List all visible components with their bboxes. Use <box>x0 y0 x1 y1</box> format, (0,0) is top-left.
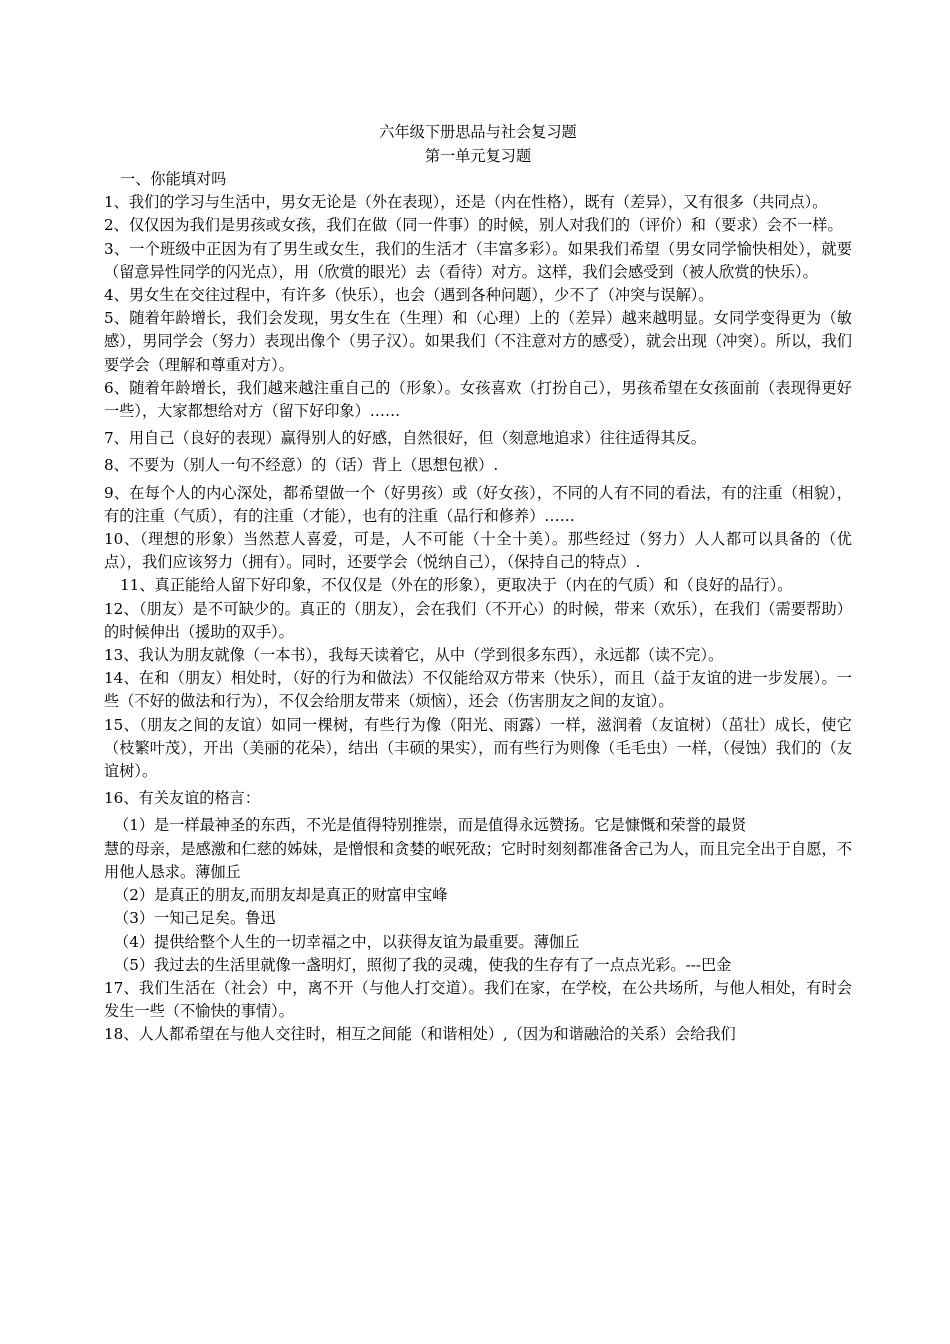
section-heading: 一、你能填对吗 <box>120 170 227 188</box>
question-4: 4、男女生在交往过程中，有许多（快乐），也会（遇到各种问题），少不了（冲突与误解）。 <box>104 286 714 305</box>
document-subtitle: 第一单元复习题 <box>424 147 532 165</box>
question-13: 13、我认为朋友就像（一本书），我每天读着它，从中（学到很多东西），永远都（读不完）。 <box>104 646 724 665</box>
question-1: 1、我们的学习与生活中，男女无论是（外在表现），还是（内在性格），既有（差异），又有很多（共同点）。 <box>104 193 828 212</box>
question-18: 18、人人都希望在与他人交往时，相互之间能（和谐相处）,（因为和谐融洽的关系）会给我们 <box>104 1025 736 1044</box>
quote-1-part-b: 慧的母亲，是感激和仁慈的姊妹，是憎恨和贪婪的岷死敌；它时时刻刻都准备舍己为人，而且完全出于自愿，不用他人恳求。薄伽丘 <box>104 839 852 881</box>
question-9: 9、在每个人的内心深处，都希望做一个（好男孩）或（好女孩），不同的人有不同的看法，有的注重（相貌），有的注重（气质），有的注重（才能），也有的注重（品行和修养）…… <box>104 483 852 525</box>
question-5: 5、随着年龄增长，我们会发现，男女生在（生理）和（心理）上的（差异）越来越明显。女同学变得更为（敏感），男同学会（努力）表现出像个（男子汉）。如果我们（不注意对方的感受），就会出现（冲突）。所以，我们要学会（理解和尊重对方）。 <box>104 309 852 374</box>
quote-4: （4）提供给整个人生的一切幸福之中，以获得友谊为最重要。薄伽丘 <box>114 932 580 951</box>
quote-2: （2）是真正的朋友,而朋友却是真正的财富申宝峰 <box>114 886 448 905</box>
quote-5: （5）我过去的生活里就像一盏明灯，照彻了我的灵魂，使我的生存有了一点点光彩。---巴金 <box>114 955 732 974</box>
question-16: 16、有关友谊的格言： <box>104 789 261 808</box>
document-title: 六年级下册思品与社会复习题 <box>379 123 577 141</box>
question-17: 17、我们生活在（社会）中，离不开（与他人打交道）。我们在家，在学校，在公共场所，与他人相处，有时会发生一些（不愉快的事情）。 <box>104 978 852 1021</box>
question-2: 2、仅仅因为我们是男孩或女孩，我们在做（同一件事）的时候，别人对我们的（评价）和（要求）会不一样。 <box>104 216 843 235</box>
question-15: 15、（朋友之间的友谊）如同一棵树，有些行为像（阳光、雨露）一样，滋润着（友谊树）（茁壮）成长，使它（枝繁叶茂），开出（美丽的花朵），结出（丰硕的果实），而有些行为则像（毛毛虫）一样，（侵蚀）我们的（友谊树）。 <box>104 715 852 781</box>
question-7: 7、用自己（良好的表现）赢得别人的好感，自然很好，但（刻意地追求）往往适得其反。 <box>104 429 706 448</box>
question-6: 6、随着年龄增长，我们越来越注重自己的（形象）。女孩喜欢（打扮自己），男孩希望在女孩面前（表现得更好一些），大家都想给对方（留下好印象）…… <box>104 378 852 421</box>
quote-3: （3）一知己足矣。鲁迅 <box>114 909 276 928</box>
question-3: 3、一个班级中正因为有了男生或女生，我们的生活才（丰富多彩）。如果我们希望（男女同学愉快相处），就要（留意异性同学的闪光点），用（欣赏的眼光）去（看待）对方。这样，我们会感受到（被人欣赏的快乐）。 <box>104 239 852 281</box>
question-8: 8、不要为（别人一句不经意）的（话）背上（思想包袱）. <box>104 456 499 475</box>
question-14: 14、在和（朋友）相处时，（好的行为和做法）不仅能给双方带来（快乐），而且（益于友谊的进一步发展）。一些（不好的做法和行为），不仅会给朋友带来（烦恼），还会（伤害朋友之间的友谊）。 <box>104 669 852 711</box>
question-11: 11、真正能给人留下好印象，不仅仅是（外在的形象），更取决于（内在的气质）和（良好的品行）。 <box>120 576 793 595</box>
question-10: 10、（理想的形象）当然惹人喜爱，可是，人不可能（十全十美）。那些经过（努力）人人都可以具备的（优点），我们应该努力（拥有）。同时，还要学会（悦纳自己），（保持自己的特点）. <box>104 530 852 572</box>
quote-1-part-a: （1）是一样最神圣的东西，不光是值得特别推崇，而是值得永远赞扬。它是慷慨和荣誉的最贤 <box>114 816 747 835</box>
question-12: 12、（朋友）是不可缺少的。真正的（朋友），会在我们（不开心）的时候，带来（欢乐），在我们（需要帮助）的时候伸出（援助的双手）。 <box>104 599 852 641</box>
document-body <box>104 120 852 1047</box>
